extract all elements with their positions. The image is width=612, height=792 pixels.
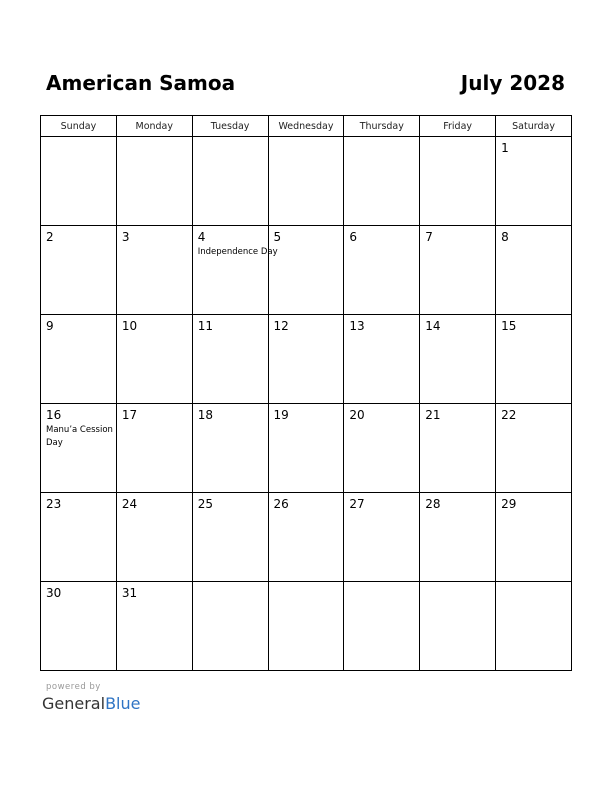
- calendar-day-cell: [344, 404, 420, 493]
- day-number: 10: [121, 319, 138, 333]
- calendar-day-cell: [116, 226, 192, 315]
- calendar-day-cell: [116, 493, 192, 582]
- calendar-empty-cell: [344, 137, 420, 226]
- calendar-day-cell: [496, 226, 572, 315]
- day-number: 4: [197, 230, 206, 244]
- calendar-day-cell: [344, 493, 420, 582]
- calendar-empty-cell: [420, 582, 496, 671]
- calendar-day-cell: [41, 404, 117, 493]
- holiday-label: Independence Day: [197, 247, 278, 257]
- day-number: 7: [425, 230, 433, 244]
- day-number: 15: [501, 319, 517, 333]
- weekday-header: Monday: [116, 116, 192, 137]
- calendar-empty-cell: [344, 582, 420, 671]
- day-number: 26: [273, 497, 289, 511]
- calendar-day-cell: [420, 226, 496, 315]
- day-number: 6: [349, 230, 358, 244]
- day-number: 22: [501, 408, 517, 422]
- day-number: 2: [46, 230, 54, 244]
- day-number: 29: [501, 497, 517, 511]
- day-number: 25: [197, 497, 213, 511]
- weekday-header: Thursday: [344, 116, 420, 137]
- calendar-day-cell: [496, 404, 572, 493]
- day-number: 9: [46, 319, 54, 333]
- calendar-day-cell: [420, 493, 496, 582]
- holiday-label: Manu’a Cession Day: [46, 425, 113, 448]
- weekday-header: Friday: [420, 116, 496, 137]
- calendar-day-cell: [496, 315, 572, 404]
- weekday-header: Tuesday: [192, 116, 268, 137]
- calendar-day-cell: [344, 226, 420, 315]
- day-number: 19: [273, 408, 289, 422]
- calendar-day-cell: [41, 315, 117, 404]
- weekday-header: Saturday: [496, 116, 572, 137]
- calendar-body: [41, 137, 572, 671]
- calendar-day-cell: [192, 493, 268, 582]
- day-number: 12: [273, 319, 289, 333]
- day-number: 5: [273, 230, 282, 244]
- day-number: 16: [46, 408, 62, 422]
- calendar-day-cell: [116, 404, 192, 493]
- weekday-header: Sunday: [41, 116, 117, 137]
- calendar-day-cell: [116, 315, 192, 404]
- calendar-empty-cell: [268, 137, 344, 226]
- calendar-day-cell: [268, 315, 344, 404]
- calendar-week-row: [41, 315, 572, 404]
- brand-general-text: General: [42, 694, 106, 713]
- powered-by-label: powered by: [46, 682, 101, 692]
- calendar-week-row: [41, 137, 572, 226]
- day-number: 1: [501, 141, 509, 155]
- day-number: 17: [121, 408, 138, 422]
- calendar-day-cell: [268, 493, 344, 582]
- calendar-day-cell: [420, 404, 496, 493]
- day-number: 21: [425, 408, 441, 422]
- day-number: 13: [349, 319, 365, 333]
- calendar-empty-cell: [268, 582, 344, 671]
- day-number: 8: [501, 230, 509, 244]
- calendar-day-cell: [496, 493, 572, 582]
- weekday-header: Wednesday: [268, 116, 344, 137]
- calendar-day-cell: [420, 315, 496, 404]
- day-number: 30: [46, 586, 62, 600]
- day-number: 14: [425, 319, 441, 333]
- day-number: 28: [425, 497, 441, 511]
- calendar-empty-cell: [192, 137, 268, 226]
- calendar-day-cell: [268, 226, 344, 315]
- weekday-header-row: [41, 116, 572, 137]
- calendar-day-cell: [192, 226, 278, 315]
- calendar-empty-cell: [496, 582, 572, 671]
- calendar-grid: [40, 115, 572, 671]
- calendar-week-row: [41, 582, 572, 671]
- calendar-country-title: American Samoa: [46, 71, 236, 95]
- day-number: 3: [121, 230, 130, 244]
- calendar-day-cell: [192, 404, 268, 493]
- calendar-day-cell: [116, 582, 192, 671]
- calendar-empty-cell: [192, 582, 268, 671]
- calendar-day-cell: [41, 226, 117, 315]
- day-number: 27: [349, 497, 365, 511]
- calendar-day-cell: [41, 493, 117, 582]
- day-number: 24: [121, 497, 138, 511]
- calendar-empty-cell: [420, 137, 496, 226]
- brand-blue-text: Blue: [105, 694, 141, 713]
- calendar-empty-cell: [116, 137, 192, 226]
- calendar-day-cell: [344, 315, 420, 404]
- calendar-week-row: [41, 493, 572, 582]
- calendar-day-cell: [268, 404, 344, 493]
- day-number: 20: [349, 408, 365, 422]
- day-number: 31: [121, 586, 138, 600]
- calendar-month-title: July 2028: [460, 71, 565, 95]
- calendar-empty-cell: [41, 137, 117, 226]
- calendar-day-cell: [41, 582, 117, 671]
- calendar-week-row: [41, 226, 572, 315]
- calendar-day-cell: [192, 315, 268, 404]
- calendar-day-cell: [496, 137, 572, 226]
- day-number: 18: [197, 408, 213, 422]
- generalblue-logo[interactable]: [42, 694, 140, 713]
- day-number: 11: [197, 319, 213, 333]
- calendar-week-row: [41, 404, 572, 493]
- day-number: 23: [46, 497, 62, 511]
